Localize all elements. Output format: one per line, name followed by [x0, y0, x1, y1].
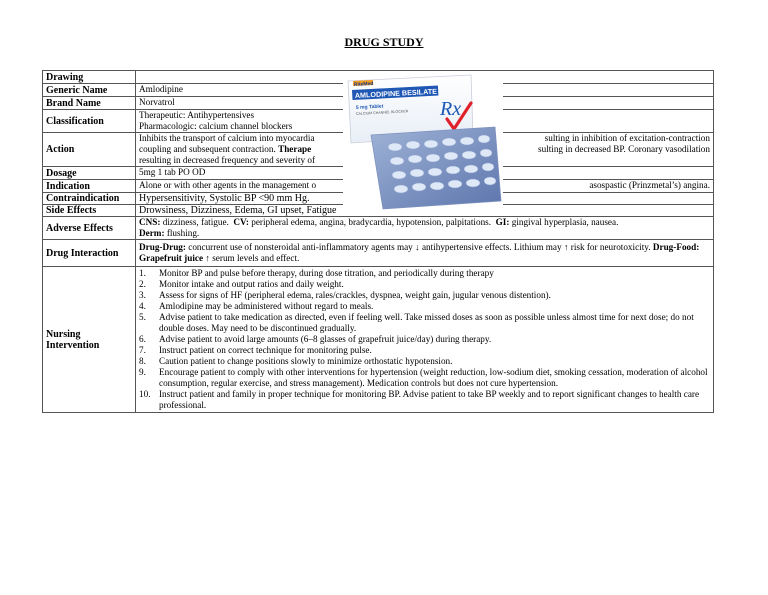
table-row: [43, 217, 714, 240]
class-text: CALCIUM CHANNEL BLOCKER: [355, 109, 409, 116]
adverse-effects-value: [136, 217, 714, 240]
row-label: Adverse Effects: [43, 217, 136, 240]
action-text: coupling and subsequent contraction.: [139, 144, 276, 154]
list-item: 10. Instruct patient and family in proper technique for monitoring BP. Advise patient to take BP weekly and to report significant changes to health care professional.: [139, 389, 700, 410]
page-title: DRUG STUDY: [344, 35, 424, 49]
row-label: Dosage: [43, 167, 136, 180]
adverse-gi-label: GI:: [495, 217, 510, 227]
box-label-text: AMLODIPINE BESILATE: [354, 86, 438, 100]
row-label: Contraindication: [43, 193, 136, 205]
nursing-intervention-value: [136, 267, 714, 413]
drug-interaction-value: [136, 240, 714, 267]
contraindication-value: Hypersensitivity, Systolic BP <90 mm Hg.: [136, 193, 714, 205]
row-label: Drug Interaction: [43, 240, 136, 267]
dosage-value: 5mg 1 tab PO OD: [136, 167, 714, 180]
strength-text: 5 mg Tablet: [355, 103, 384, 111]
table-row: [43, 267, 714, 413]
adverse-cv: peripheral edema, angina, bradycardia, hypotension, palpitations.: [248, 217, 492, 227]
row-label: Nursing Intervention: [43, 267, 136, 413]
drug-drug-label: Drug-Drug:: [139, 242, 186, 252]
nursing-list: [139, 268, 710, 411]
list-item: 7. Instruct patient on correct technique for monitoring pulse.: [139, 345, 372, 355]
list-item: 2. Monitor intake and output ratios and daily weight.: [139, 279, 344, 289]
adverse-cns: dizziness, fatigue.: [160, 217, 229, 227]
list-item: 8. Caution patient to change positions slowly to minimize orthostatic hypotension.: [139, 356, 453, 366]
action-text: sulting in inhibition of excitation-contraction: [544, 133, 710, 143]
brand-logo-text: RiteMed: [353, 80, 374, 88]
row-label: Generic Name: [43, 84, 136, 97]
list-item: 1. Monitor BP and pulse before therapy, during dose titration, and periodically during therapy: [139, 268, 494, 278]
row-label: Indication: [43, 180, 136, 193]
classification-pharmacologic: Pharmacologic: calcium channel blockers: [139, 121, 293, 131]
classification-therapeutic: Therapeutic: Antihypertensives: [139, 110, 255, 120]
drug-food-label: Drug-Food: Grapefruit juice: [139, 242, 700, 263]
action-text: sulting in decreased BP. Coronary vasodilation: [538, 144, 710, 154]
action-text: Inhibits the transport of calcium into myocardia: [139, 133, 315, 143]
action-text-bold: Therape: [278, 144, 312, 154]
row-label: Action: [43, 133, 136, 167]
adverse-cns-label: CNS:: [139, 217, 161, 227]
adverse-cv-label: CV:: [233, 217, 249, 227]
adverse-gi: gingival hyperplasia, nausea.: [509, 217, 619, 227]
list-item: 6. Advise patient to avoid large amounts (6–8 glasses of grapefruit juice/day) during therapy.: [139, 334, 492, 344]
list-item: 3. Assess for signs of HF (peripheral edema, rales/crackles, dyspnea, weight gain, jugular venous distention).: [139, 290, 551, 300]
rx-symbol: Rx: [440, 98, 462, 120]
row-label: Brand Name: [43, 97, 136, 110]
row-label: Side Effects: [43, 205, 136, 217]
brand-name-value: Norvatrol: [136, 97, 714, 110]
drug-drug-text: concurrent use of nonsteroidal anti-inflammatory agents may ↓ antihypertensive effects. Lithium may ↑ risk for neurotoxicity.: [185, 242, 651, 252]
row-label: Drawing: [43, 71, 136, 84]
indication-text: asospastic (Prinzmetal’s) angina.: [589, 180, 710, 190]
row-label: Classification: [43, 110, 136, 133]
list-item: 4. Amlodipine may be administered without regard to meals.: [139, 301, 374, 311]
side-effects-value: Drowsiness, Dizziness, Edema, GI upset, Fatigue: [136, 205, 714, 217]
indication-text: Alone or with other agents in the management o: [139, 180, 317, 190]
list-item: 5. Advise patient to take medication as directed, even if feeling well. Take missed doses as soon as possible unless almost time for next dose; do not double doses. May need to be discontinued gradually.: [139, 312, 694, 333]
drug-package-image: [343, 73, 503, 213]
generic-name-value: Amlodipine: [136, 84, 714, 97]
adverse-derm-label: Derm:: [139, 228, 165, 238]
drug-food-text: ↑ serum levels and effect.: [203, 253, 300, 263]
list-item: 9. Encourage patient to comply with other interventions for hypertension (weight reduction, low-sodium diet, smoking cessation, moderation of alcohol consumption, regular exercise, and stress management). Medication controls but does not cure hypertension.: [139, 367, 708, 388]
table-row: [43, 240, 714, 267]
adverse-derm: flushing.: [164, 228, 200, 238]
action-text: resulting in decreased frequency and severity of: [139, 155, 316, 165]
